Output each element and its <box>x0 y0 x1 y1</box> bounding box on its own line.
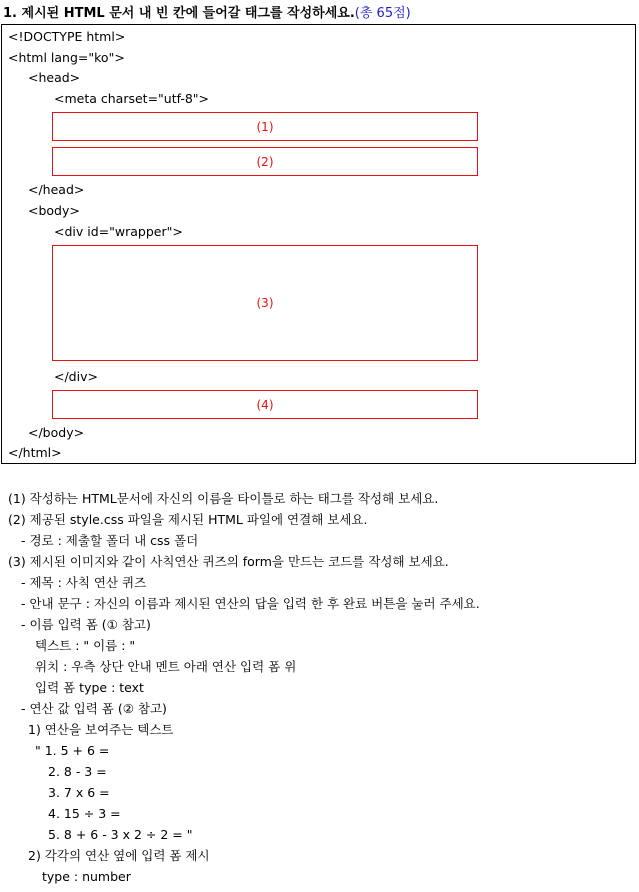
instruction-3-name-form: - 이름 입력 폼 (① 참고) <box>21 617 151 632</box>
instruction-2-path: - 경로 : 제출할 폴더 내 css 폴더 <box>21 533 199 548</box>
instruction-3: (3) 제시된 이미지와 같이 사칙연산 퀴즈의 form을 만드는 코드를 작성해 보세요. <box>8 554 449 569</box>
instruction-3-input-heading: 2) 각각의 연산 옆에 입력 폼 제시 <box>28 848 210 863</box>
code-meta: <meta charset="utf-8"> <box>54 91 210 106</box>
instruction-3-title: - 제목 : 사칙 연산 퀴즈 <box>21 575 147 590</box>
code-doctype: <!DOCTYPE html> <box>8 29 126 44</box>
instruction-3-calc-text-heading: 1) 연산을 보여주는 텍스트 <box>28 722 174 737</box>
calc-item-2: 2. 8 - 3 = <box>48 764 107 779</box>
code-html-close: </html> <box>8 445 62 460</box>
question-title <box>3 2 411 21</box>
instruction-3-name-position: 위치 : 우측 상단 안내 멘트 아래 연산 입력 폼 위 <box>35 659 297 674</box>
blank-4 <box>52 390 478 419</box>
calc-item-4: 4. 15 ÷ 3 = <box>48 806 121 821</box>
code-head-open: <head> <box>28 70 81 85</box>
blank-3-label: (3) <box>256 296 274 310</box>
instruction-3-input-type: type : number <box>42 869 131 884</box>
instruction-3-name-text: 텍스트 : " 이름 : " <box>35 638 136 653</box>
blank-3 <box>52 245 478 361</box>
code-html-open: <html lang="ko"> <box>8 50 125 65</box>
code-body-open: <body> <box>28 203 80 218</box>
blank-2 <box>52 147 478 176</box>
code-div-open: <div id="wrapper"> <box>54 224 183 239</box>
instruction-1: (1) 작성하는 HTML문서에 자신의 이름을 타이틀로 하는 태그를 작성해 보세요. <box>8 491 439 506</box>
calc-item-3: 3. 7 x 6 = <box>48 785 110 800</box>
code-div-close: </div> <box>54 369 98 384</box>
instruction-3-calc-form: - 연산 값 입력 폼 (② 참고) <box>21 701 167 716</box>
blank-1 <box>52 112 478 141</box>
question-text: 1. 제시된 HTML 문서 내 빈 칸에 들어갈 태그를 작성하세요. <box>3 6 355 21</box>
code-body-close: </body> <box>28 425 85 440</box>
question-points: (총 65점) <box>354 6 411 21</box>
calc-item-1: " 1. 5 + 6 = <box>35 743 110 758</box>
calc-item-5: 5. 8 + 6 - 3 x 2 ÷ 2 = " <box>48 827 193 842</box>
blank-4-label: (4) <box>256 397 274 412</box>
blank-1-label: (1) <box>256 119 274 134</box>
instruction-3-name-type: 입력 폼 type : text <box>35 680 144 695</box>
code-head-close: </head> <box>28 182 85 197</box>
blank-2-label: (2) <box>256 154 274 169</box>
instruction-3-guide: - 안내 문구 : 자신의 이름과 제시된 연산의 답을 입력 한 후 완료 버튼을 눌러 주세요. <box>21 596 480 611</box>
instruction-2: (2) 제공된 style.css 파일을 제시된 HTML 파일에 연결해 보세요. <box>8 512 368 527</box>
code-box <box>1 24 636 464</box>
